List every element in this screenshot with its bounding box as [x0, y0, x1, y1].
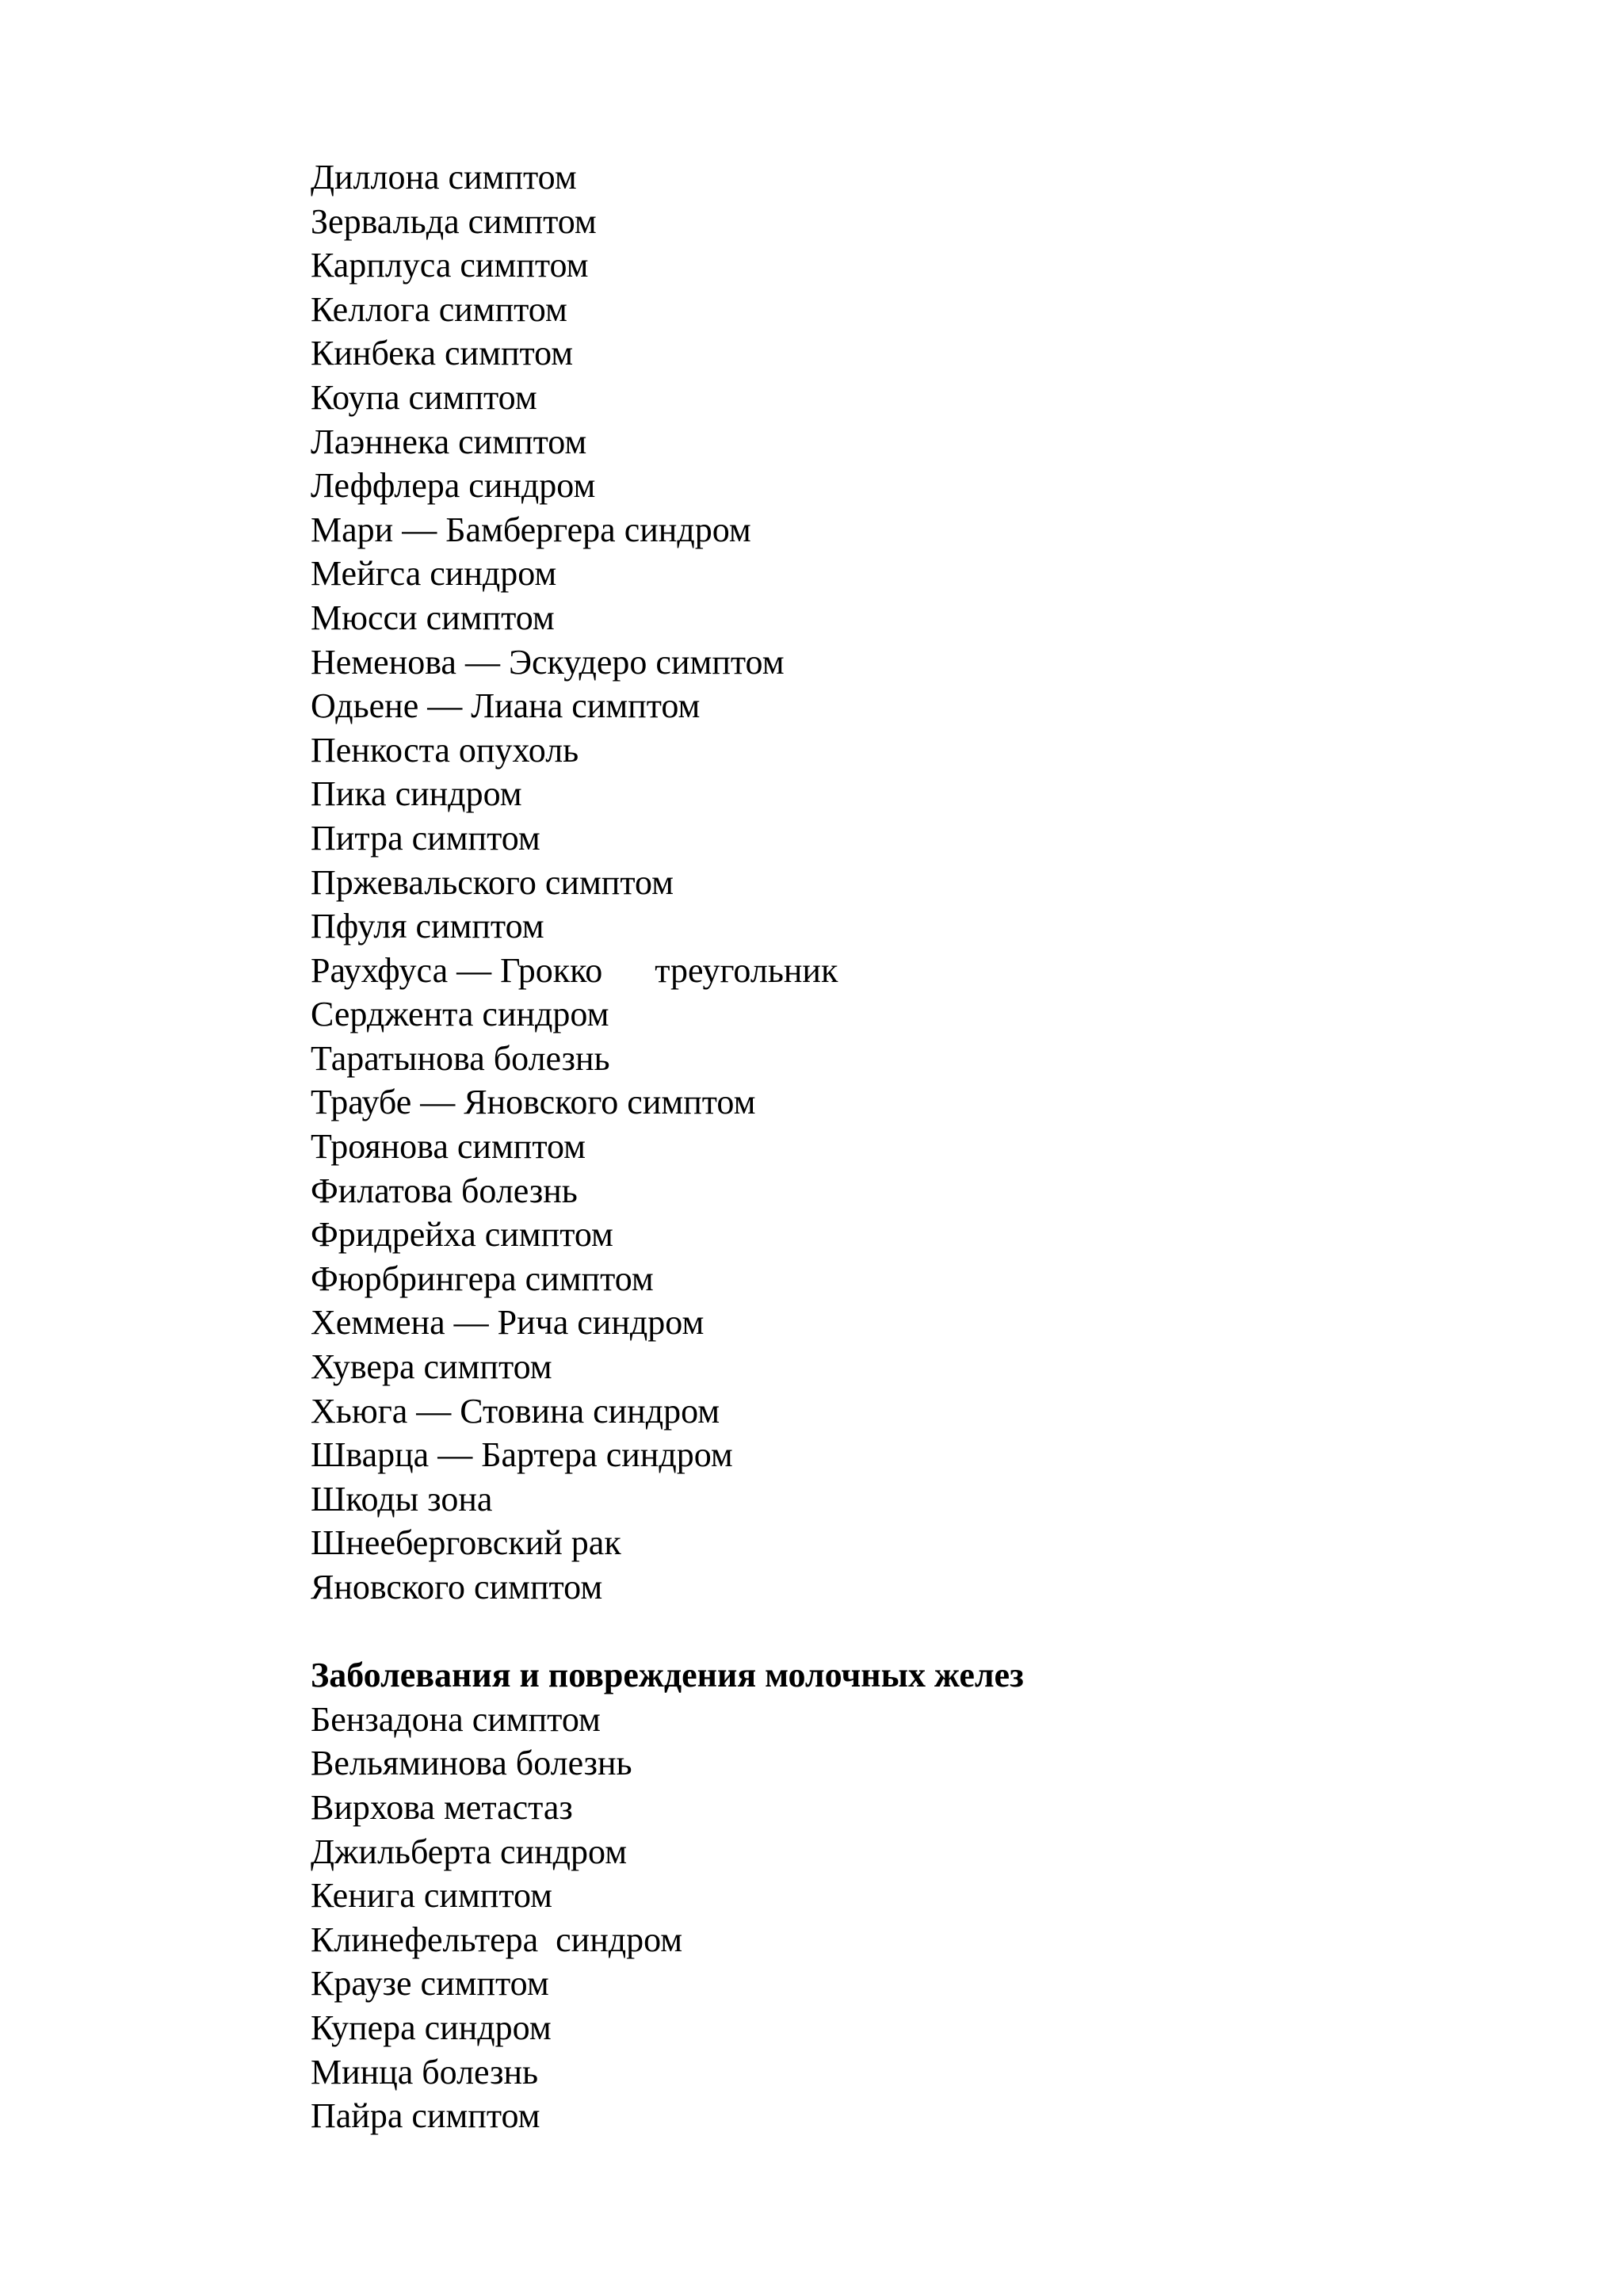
list-item: Мюсси симптом [311, 598, 555, 637]
list-item: Карплуса симптом [311, 246, 589, 285]
list-item: Вирхова метастаз [311, 1787, 573, 1827]
list-item: Одьене — Лиана симптом [311, 686, 701, 726]
section-heading: Заболевания и повреждения молочных желез [311, 1656, 1024, 1695]
list-item: Пика синдром [311, 774, 522, 814]
list-item: Мейгса синдром [311, 554, 557, 594]
list-item: Троянова симптом [311, 1127, 586, 1167]
list-item: Коупа симптом [311, 377, 537, 417]
list-item: Джильберта синдром [311, 1832, 628, 1871]
list-item: Шкоды зона [311, 1479, 493, 1519]
list-item: Купера синдром [311, 2008, 552, 2047]
list-item: Питра симптом [311, 818, 540, 858]
list-item: Раухфуса — Грокко треугольник [311, 950, 838, 990]
list-item: Минца болезнь [311, 2052, 539, 2092]
list-item: Пенкоста опухоль [311, 730, 579, 770]
list-item: Фридрейха симптом [311, 1215, 613, 1255]
list-item: Таратынова болезнь [311, 1038, 610, 1078]
list-item: Пфуля симптом [311, 907, 544, 946]
list-item: Леффлера синдром [311, 466, 596, 506]
list-item: Клинефельтера синдром [311, 1920, 683, 1959]
list-item: Хеммена — Рича синдром [311, 1303, 705, 1343]
list-item: Неменова — Эскудеро симптом [311, 642, 785, 682]
list-item: Филатова болезнь [311, 1171, 578, 1210]
list-item: Пржевальского симптом [311, 862, 674, 902]
list-item: Кенига симптом [311, 1876, 552, 1916]
eponym-list [311, 155, 1499, 2138]
list-item: Серджента синдром [311, 995, 609, 1034]
list-item: Бензадона симптом [311, 1699, 601, 1739]
list-item: Вельяминова болезнь [311, 1744, 632, 1783]
list-item: Мари — Бамбергера синдром [311, 510, 751, 549]
list-item: Шварца — Бартера синдром [311, 1435, 733, 1475]
list-item: Шнееберговский рак [311, 1523, 621, 1563]
list-item: Траубе — Яновского симптом [311, 1083, 756, 1122]
list-item: Пайра симптом [311, 2096, 540, 2136]
list-item: Зервальда симптом [311, 201, 597, 241]
list-item: Фюрбрингера симптом [311, 1259, 654, 1298]
list-item: Кинбека симптом [311, 334, 574, 373]
list-item: Хувера симптом [311, 1347, 552, 1387]
list-item: Келлога симптом [311, 289, 567, 329]
list-item: Яновского симптом [311, 1568, 603, 1606]
section-spacer [311, 1610, 1499, 1654]
list-item: Диллона симптом [311, 158, 577, 197]
list-item: Лаэннека симптом [311, 422, 587, 461]
list-item: Хьюга — Стовина синдром [311, 1391, 720, 1431]
list-item: Краузе симптом [311, 1964, 549, 2004]
